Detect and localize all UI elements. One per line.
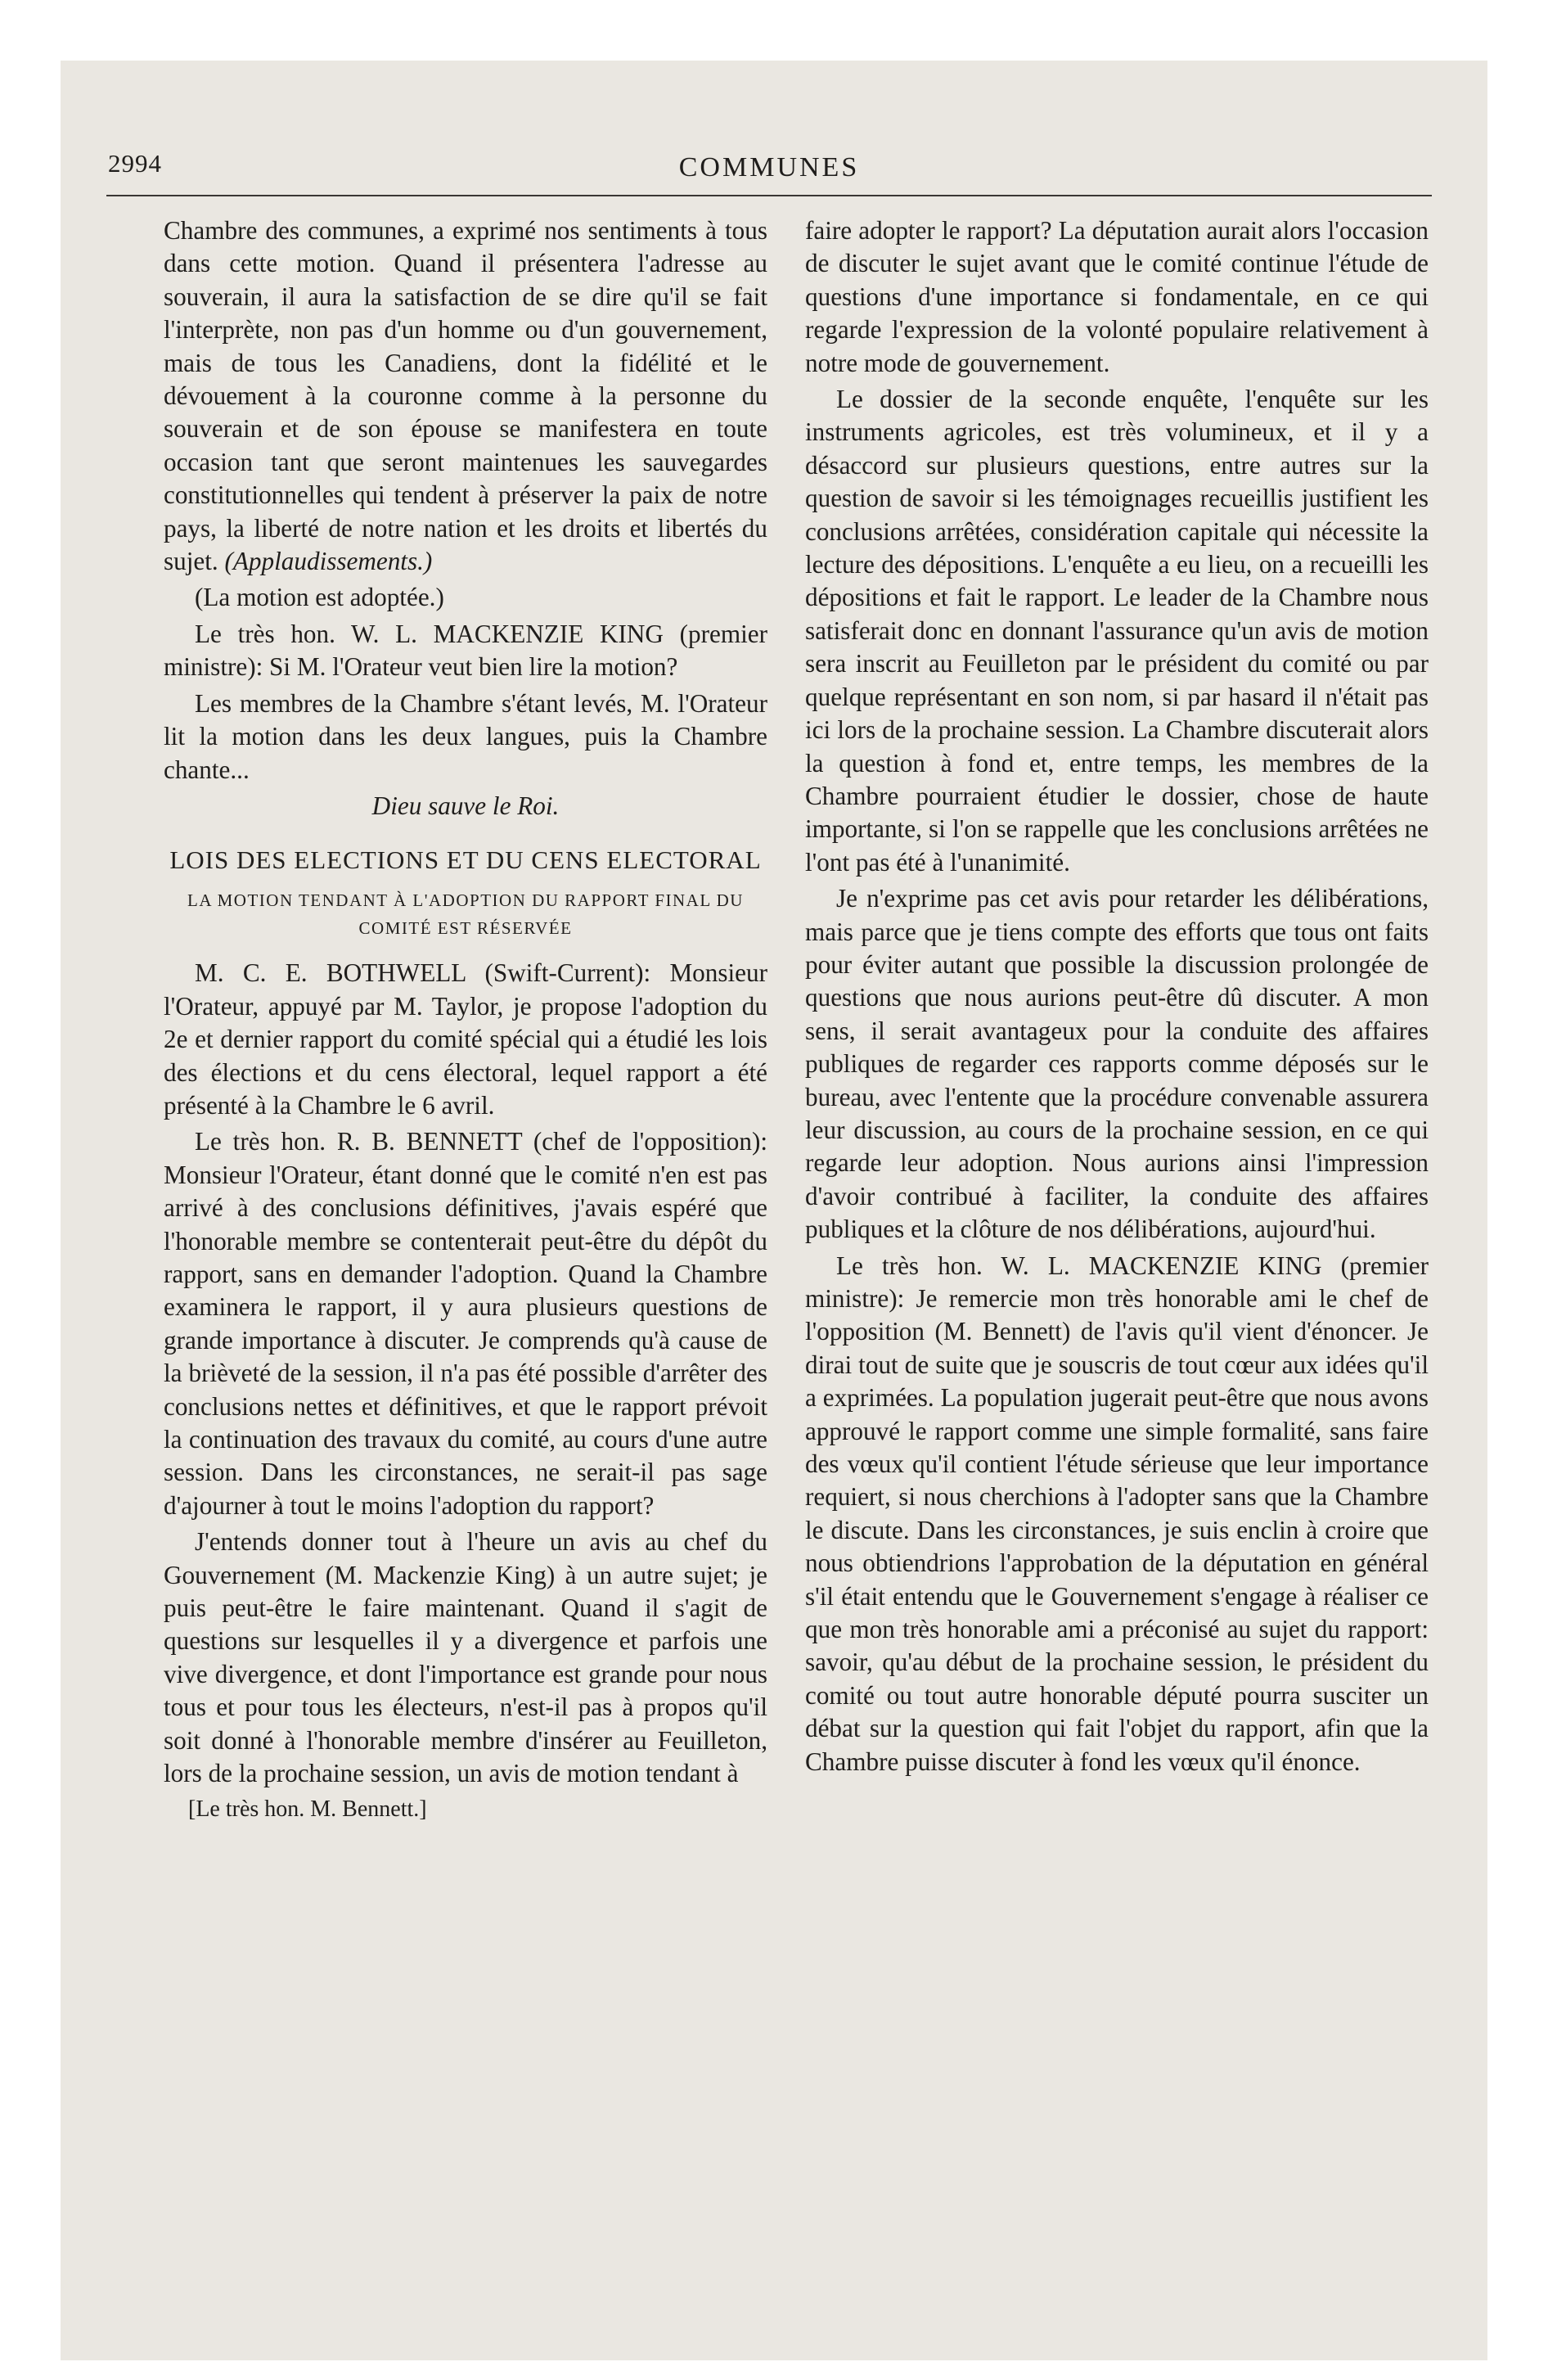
applause-note: (Applaudissements.) <box>224 547 433 576</box>
page-header <box>106 139 1432 196</box>
running-head: COMMUNES <box>678 152 860 183</box>
paragraph-text: Chambre des communes, a exprimé nos sentiments à tous dans cette motion. Quand il présentera l'adresse au souverain, il aura la satisfaction de se dire qu'il se fait l'interprète, non pas d'un homme ou d'un gouvernement, mais de tous les Canadiens, dont la fidélité et le dévouement à la couronne comme à la personne du souverain et de son épouse se manifestera en toute occasion tant que seront maintenues les sauvegardes constitutionnelles qui tendent à préserver la paix de notre pays, la liberté de notre nation et les droits et libertés du sujet. <box>164 216 767 576</box>
paragraph: Le très hon. W. L. MACKENZIE KING (premier ministre): Je remercie mon très honorable ami le chef de l'opposition (M. Bennett) de l'avis qu'il vient d'énoncer. Je dirai tout de suite que je souscris de tout cœur aux idées qu'il a exprimées. La population jugerait peut-être que nous avons approuvé le rapport comme une simple formalité, sans faire des vœux qu'il contient l'étude sérieuse que leur importance requiert, si nous cherchions à l'adopter sans que la Chambre le discute. Dans les circonstances, je suis enclin à croire que nous obtiendrions l'approbation de la députation en général s'il était entendu que le Gouvernement s'engage à réaliser ce que mon très honorable ami a préconisé au sujet du rapport: savoir, qu'au début de la prochaine session, le président du comité ou tout autre honorable député pourra susciter un débat sur la question qui fait l'objet du rapport, afin que la Chambre puisse discuter à fond les vœux qu'il énonce. <box>805 1251 1429 1776</box>
paragraph: M. C. E. BOTHWELL (Swift-Current): Monsieur l'Orateur, appuyé par M. Taylor, je propose l'adoption du 2e et dernier rapport du comité spécial qui a étudié les lois des élections et du cens électoral, lequel rapport a été présenté à la Chambre le 6 avril. <box>164 958 767 1120</box>
paragraph: Je n'exprime pas cet avis pour retarder les délibérations, mais parce que je tiens compte des efforts que tous ont faits pour éviter autant que possible la discussion prolongée de questions que nous aurions peut-être dû discuter. A mon sens, il serait avantageux pour la conduite des affaires publiques de regarder ces rapports comme déposés sur le bureau, avec l'entente que la procédure convenable assurera leur discussion, au cours de la prochaine session, en ce qui regarde leur adoption. Nous aurions ainsi l'impression d'avoir contribué à faciliter, la conduite des affaires publiques et la clôture de nos délibérations, aujourd'hui. <box>805 884 1429 1244</box>
paragraph: J'entends donner tout à l'heure un avis au chef du Gouvernement (M. Mackenzie King) à un autre sujet; je puis peut-être le faire maintenant. Quand il s'agit de questions sur lesquelles il y a divergence et parfois une vive divergence, et dont l'importance est grande pour nous tous et pour tous les électeurs, n'est-il pas à propos qu'il soit donné à l'honorable membre d'insérer au Feuilleton, lors de la prochaine session, un avis de motion tendant à <box>164 1527 767 1788</box>
speaker-signature: [Le très hon. M. Bennett.] <box>188 1796 427 1823</box>
left-column <box>164 214 767 1830</box>
paragraph: (La motion est adoptée.) <box>195 583 444 612</box>
paragraph: Le très hon. W. L. MACKENZIE KING (premier ministre): Si M. l'Orateur veut bien lire la motion? <box>164 619 767 682</box>
paragraph: Les membres de la Chambre s'étant levés, M. l'Orateur lit la motion dans les deux langues, puis la Chambre chante... <box>164 688 767 784</box>
page-number: 2994 <box>108 149 162 178</box>
paragraph: Le très hon. R. B. BENNETT (chef de l'opposition): Monsieur l'Orateur, étant donné que le comité n'en est pas arrivé à des conclusions définitives, j'avais espéré que l'honorable membre se contenterait peut-être du dépôt du rapport, sans en demander l'adoption. Quand la Chambre examinera le rapport, il y aura plusieurs questions de grande importance à discuter. Je comprends qu'à cause de la brièveté de la session, il n'a pas été possible d'arrêter des conclusions nettes et définitives, et que le rapport prévoit la continuation des travaux du comité, au cours d'une autre session. Dans les circonstances, ne serait-il pas sage d'ajourner à tout le moins l'adoption du rapport? <box>164 1127 767 1520</box>
section-subheading: LA MOTION TENDANT À L'ADOPTION DU RAPPORT FINAL DU COMITÉ EST RÉSERVÉE <box>187 890 744 939</box>
header-rule <box>106 195 1432 196</box>
prayer-line: Dieu sauve le Roi. <box>371 791 560 820</box>
paragraph: faire adopter le rapport? La députation aurait alors l'occasion de discuter le sujet avant que le comité continue l'étude de questions d'une importance si fondamentale, en ce qui regarde l'expression de la volonté populaire relativement à notre mode de gouvernement. <box>805 216 1429 377</box>
paragraph: Le dossier de la seconde enquête, l'enquête sur les instruments agricoles, est très volumineux, et il y a désaccord sur plusieurs questions, entre autres sur la question de savoir si les témoignages recueillis justifient les conclusions arrêtées, considération capitale qui nécessite la lecture des dépositions. L'enquête a eu lieu, on a recueilli les dépositions et fait le rapport. Le leader de la Chambre nous satisferait donc en donnant l'assurance qu'un avis de motion sera inscrit au Feuilleton par le président du comité ou par quelque représentant en son nom, si par hasard il n'était pas ici lors de la prochaine session. La Chambre discuterait alors la question à fond et, entre temps, les membres de la Chambre pourraient étudier le dossier, chose de haute importante, si l'on se rappelle que les conclusions arrêtées ne l'ont pas été à l'unanimité. <box>805 385 1429 877</box>
section-heading: LOIS DES ELECTIONS ET DU CENS ELECTORAL <box>169 845 762 875</box>
paragraph <box>164 214 767 578</box>
right-column <box>805 214 1429 1782</box>
